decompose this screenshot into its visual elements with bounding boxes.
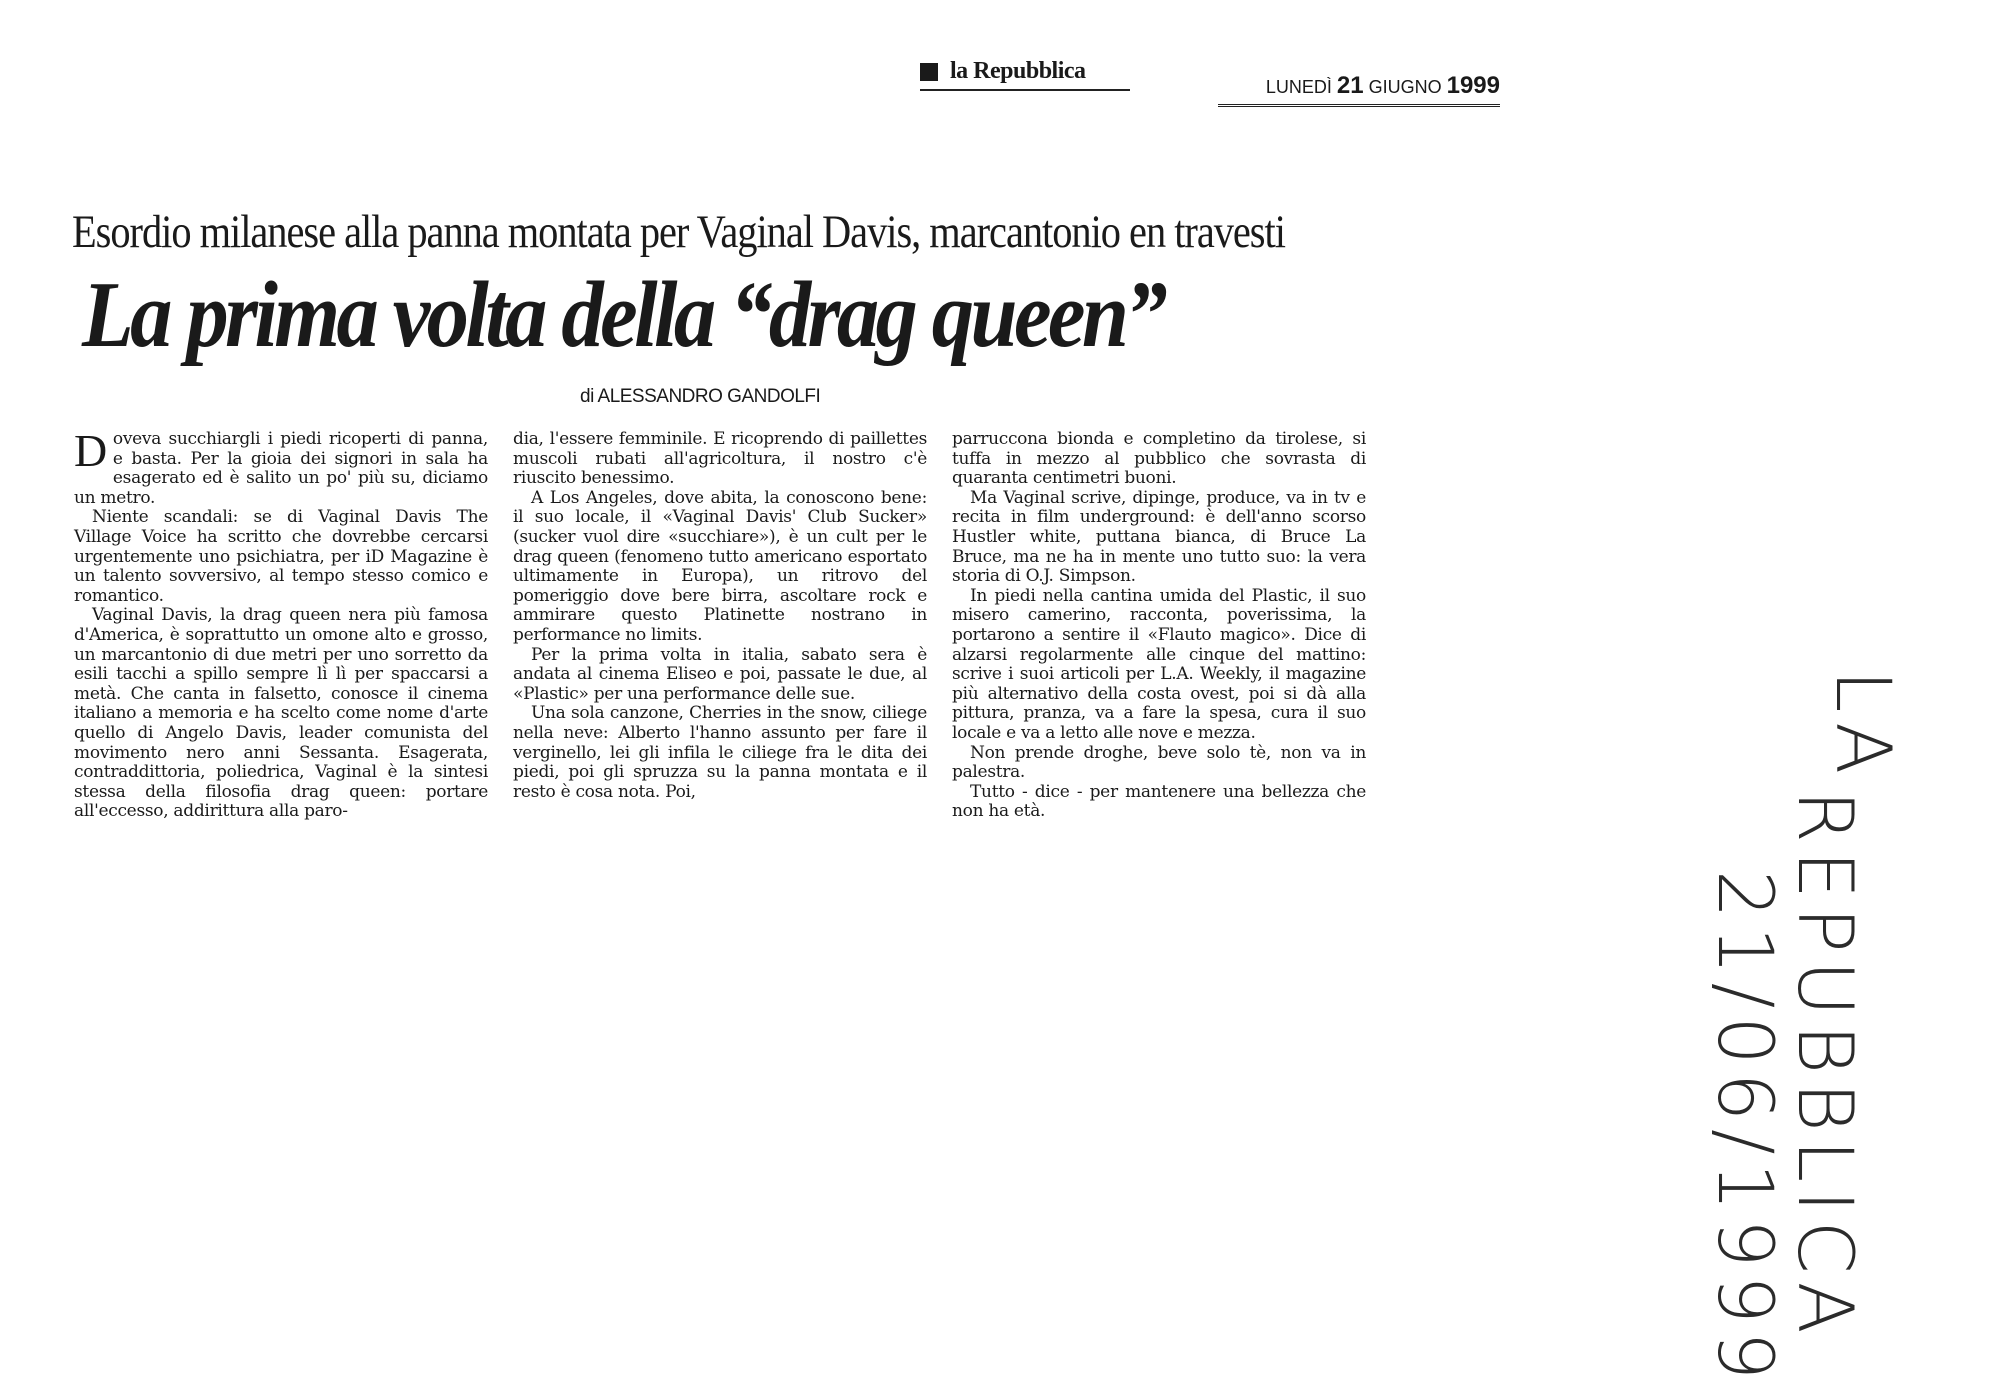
handwritten-note-line-2: REPUBBLICA [1781, 790, 1870, 1342]
article-column-3 [952, 430, 1366, 822]
paragraph: Una sola canzone, Cherries in the snow, ciliege nella neve: Alberto l'hanno assunto per fare il verginello, lei gli infila le ciliege fra le dita dei piedi, poi gli spruzza su la panna montata e il resto è cosa nota. Poi, [513, 703, 927, 802]
paragraph: parruccona bionda e completino da tirolese, si tuffa in mezzo al pubblico che sovrasta di quaranta centimetri buoni. [952, 429, 1366, 489]
date-year: 1999 [1446, 72, 1500, 99]
paragraph: dia, l'essere femminile. E ricoprendo di paillettes muscoli rubati all'agricoltura, il nostro c'è riuscito benessimo. [513, 429, 927, 489]
paragraph: Tutto - dice - per mantenere una bellezza che non ha età. [952, 781, 1366, 822]
handwritten-note-line-1: LA [1819, 670, 1908, 783]
date-weekday: LUNEDÌ [1265, 77, 1332, 97]
paragraph: Niente scandali: se di Vaginal Davis The Village Voice ha scritto che dovrebbe cercarsi urgentemente uno psichiatra, per iD Magazine è un talento sovversivo, al tempo stesso comico e romantico. [74, 507, 488, 606]
article-column-2 [513, 430, 927, 802]
article-headline: La prima volta della “drag queen” [82, 263, 1165, 367]
article-kicker: Esordio milanese alla panna montata per Vaginal Davis, marcantonio en travesti [72, 206, 1285, 258]
newspaper-masthead [920, 58, 1130, 91]
date-day: 21 [1336, 72, 1364, 99]
date-month: GIUGNO [1368, 77, 1442, 97]
paragraph: Ma Vaginal scrive, dipinge, produce, va in tv e recita in film underground: è dell'anno scorso Hustler white, puttana bianca, di Bruce La Bruce, ma ne ha in mente uno tutto suo: la vera storia di O.J. Simpson. [952, 487, 1366, 587]
masthead-square-icon [920, 63, 938, 81]
paragraph: Doveva succhiargli i piedi ricoperti di panna, e basta. Per la gioia dei signori in sala ha esagerato ed è salito un po' più su, diciamo un metro. [74, 425, 488, 508]
paragraph: A Los Angeles, dove abita, la conoscono bene: il suo locale, il «Vaginal Davis' Club Sucker» (sucker vuol dire «succhiare»), è un cult per le drag queen (fenomeno tutto americano esportato ultimamente in Europa), un ritrovo del pomeriggio dove bere birra, ascoltare rock e ammirare questo Platinette nostrano in performance no limits. [513, 487, 927, 645]
drop-cap: D [74, 425, 107, 476]
paragraph: In piedi nella cantina umida del Plastic, il suo misero camerino, racconta, poverissima, la portarono a sentire il «Flauto magico». Dice di alzarsi regolarmente alle cinque del mattino: scrive i suoi articoli per L.A. Weekly, il magazine più alternativo della costa ovest, poi si dà alla pittura, pranza, va a fare la spesa, cura il suo locale e va a letto alle nove e mezza. [952, 585, 1366, 743]
paragraph: Per la prima volta in italia, sabato sera è andata al cinema Eliseo e poi, passate le due, al «Plastic» per una performance delle sue. [513, 644, 927, 704]
article-byline: di ALESSANDRO GANDOLFI [580, 386, 821, 407]
handwritten-note-line-3: 21/06/1999 [1701, 870, 1790, 1388]
issue-date [1218, 72, 1500, 107]
paragraph: Non prende droghe, beve solo tè, non va in palestra. [952, 742, 1366, 783]
article-column-1 [74, 425, 488, 822]
newspaper-name: la Repubblica [950, 58, 1086, 84]
paragraph: Vaginal Davis, la drag queen nera più famosa d'America, è soprattutto un omone alto e grosso, un marcantonio di due metri per uno sorretto da esili tacchi a spillo sempre lì lì per spaccarsi a metà. Che canta in falsetto, conosce il cinema italiano a memoria e ha scelto come nome d'arte quello di Angelo Davis, leader comunista del movimento nero anni Sessanta. Esagerata, contraddittoria, poliedrica, Vaginal è la sintesi stessa della filosofia drag queen: portare all'eccesso, addirittura alla paro- [74, 605, 488, 822]
